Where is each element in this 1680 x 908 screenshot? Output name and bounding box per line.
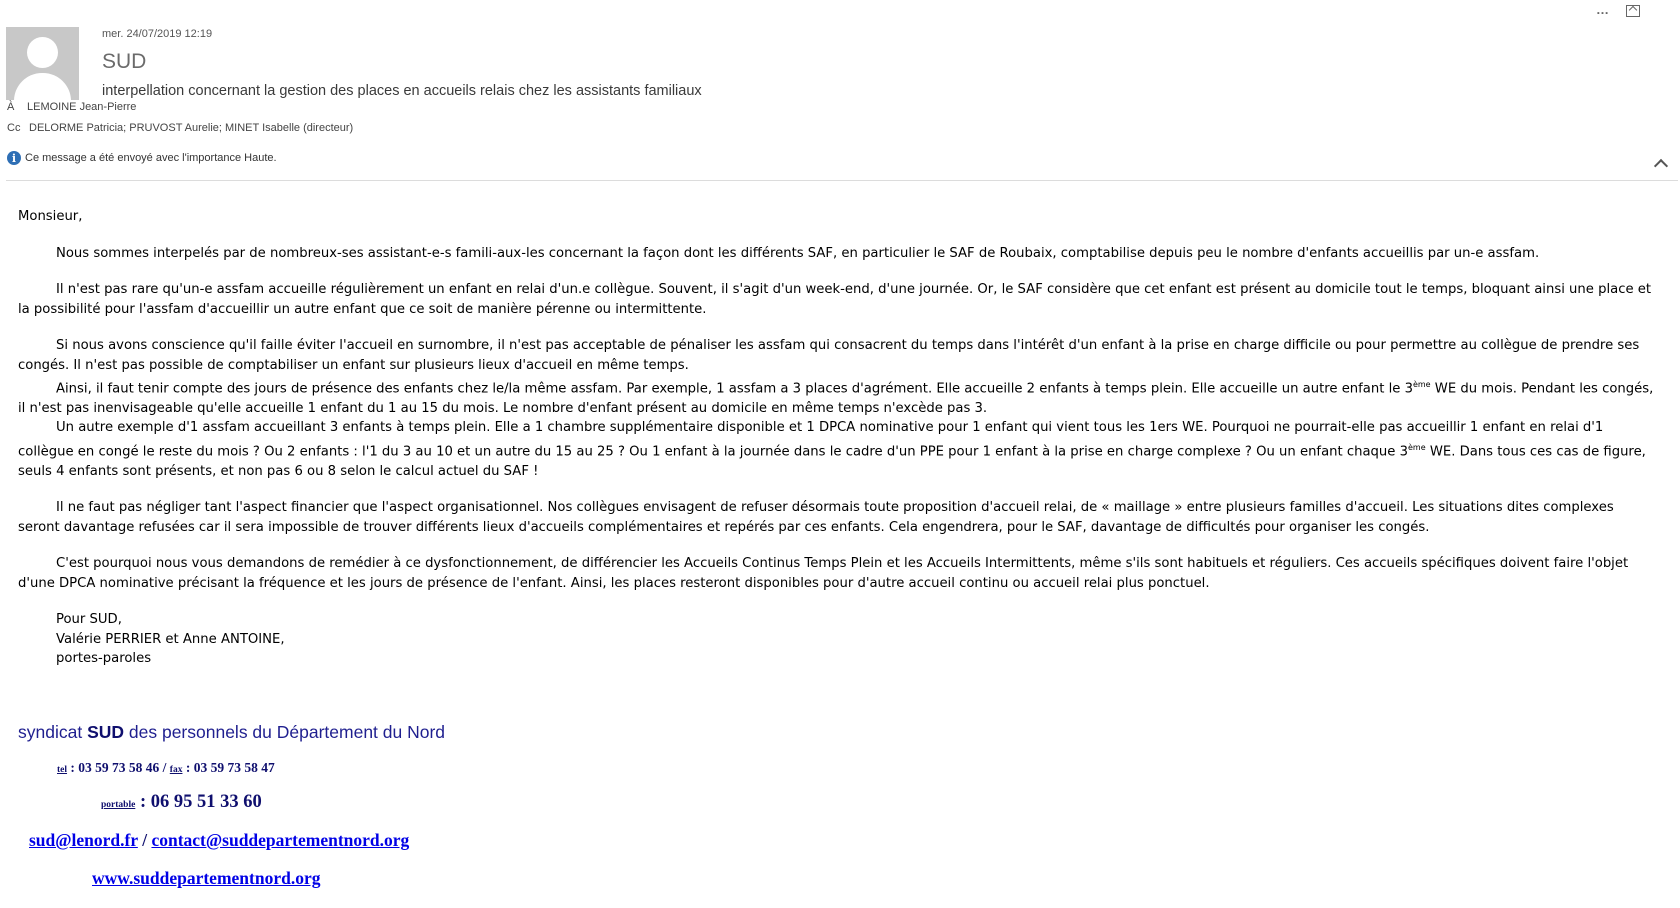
signature-phone xyxy=(57,760,275,776)
email-separator: / xyxy=(137,830,152,850)
info-icon: i xyxy=(7,151,21,165)
importance-notice xyxy=(7,151,277,165)
top-toolbar xyxy=(1596,2,1640,17)
paragraph-5-part-b: WE. Dans tous ces cas de figure, seuls 4 enfants sont présents, et non pas 6 ou 8 selon le calcul actuel du SAF ! xyxy=(18,444,1646,479)
cc-recipients[interactable]: DELORME Patricia; PRUVOST Aurelie; MINET Isabelle (directeur) xyxy=(29,122,354,134)
signature-org-bold: SUD xyxy=(87,722,125,742)
paragraph-1: Nous sommes interpelés par de nombreux-ses assistant-e-s famili-aux-les concernant la façon dont les différents SAF, en particulier le SAF de Roubaix, comptabilise depuis peu le nombre d'enfants accueillis par un-e assfam. xyxy=(56,245,1540,261)
paragraph-4-part-b: WE du mois. Pendant les congés, il n'est pas inenvisageable qu'elle accueille 1 enfant du 1 au 15 du mois. Le nombre d'enfant présent au domicile en même temps n'excède pas 3. xyxy=(18,381,1654,416)
paragraph-2: Il n'est pas rare qu'un-e assfam accueille régulièrement un enfant en relai d'un.e collègue. Souvent, il s'agit d'un week-end, d'une journée. Or, le SAF considère que cet enfant est présent au domicile tout le temps, bloquant ainsi une place et la possibilité pour l'assfam d'accueillir un autre enfant que ce soit de manière pérenne ou intermittente. xyxy=(18,282,1652,317)
paragraph-3: Si nous avons conscience qu'il faille éviter l'accueil en surnombre, il n'est pas acceptable de pénaliser les assfam qui consacrent du temps dans l'intérêt d'un enfant à la prise en charge difficile ou pour permettre au collègue de prendre ses congés. Il n'est pas possible de comptabiliser un enfant sur plusieurs lieux d'accueil en même temps. xyxy=(18,338,1640,373)
cc-label: Cc xyxy=(7,122,21,134)
website-link[interactable]: www.suddepartementnord.org xyxy=(92,868,321,888)
paragraph-4-part-a: Ainsi, il faut tenir compte des jours de présence des enfants chez le/la même assfam. Par exemple, 1 assfam a 3 places d'agrément. Elle accueille 2 enfants à temps plein. Elle accueille un autre enfant le 3 xyxy=(56,381,1413,397)
paragraph-5 xyxy=(18,418,1654,481)
to-recipient[interactable]: LEMOINE Jean-Pierre xyxy=(27,101,137,113)
to-label: À xyxy=(7,101,15,113)
greeting: Monsieur, xyxy=(18,209,83,224)
paragraph-4-sup: ème xyxy=(1412,380,1431,389)
avatar-head xyxy=(27,37,58,68)
sent-date: mer. 24/07/2019 12:19 xyxy=(102,28,213,40)
paragraph-5-sup: ème xyxy=(1408,442,1426,452)
tel-number: : 03 59 73 58 46 / xyxy=(67,760,170,775)
cc-row xyxy=(7,122,353,134)
email-body xyxy=(18,207,1654,669)
sign-line-1: Pour SUD, xyxy=(56,612,122,628)
signature-website xyxy=(92,868,320,889)
paragraph-6: Il ne faut pas négliger tant l'aspect financier que l'aspect organisationnel. Nos collègues envisagent de refuser désormais toute proposition d'accueil relai, de « maillage » entre plusieurs familles d'accueil. Les situations dites complexes seront davantage refusées car il sera impossible de trouver différents lieux d'accueils complémentaires et repérés par ces enfants. Cela engendrera, pour le SAF, davantage de difficultés pour organiser les congés. xyxy=(18,500,1614,535)
importance-text: Ce message a été envoyé avec l'importance Haute. xyxy=(25,152,277,164)
portable-label: portable xyxy=(101,800,136,810)
paragraph-5-part-a: Un autre exemple d'1 assfam accueillant 3 enfants à temps plein. Elle a 1 chambre supplémentaire disponible et 1 DPCA nominative pour 1 enfant qui vient tous les 1ers WE. Pourquoi ne pourrait-elle pas accueillir 1 enfant en relai d'1 collègue en congé le reste du mois ? Ou 2 enfants : l'1 du 3 au 10 et un autre du 15 au 25 ? Ou 1 enfant à la journée dans le cadre d'un PPE pour 1 enfant à la prise en charge complexe ? Ou un enfant chaque 3 xyxy=(18,420,1604,460)
tel-label: tel xyxy=(57,765,68,775)
sender-avatar xyxy=(6,27,79,100)
popout-icon[interactable] xyxy=(1626,5,1640,17)
signature-org-pre: syndicat xyxy=(18,722,88,742)
paragraph-7: C'est pourquoi nous vous demandons de remédier à ce dysfonctionnement, de différencier les Accueils Continus Temps Plein et les Accueils Intermittents, même s'ils sont habituels et réguliers. Ces accueils spécifiques doivent faire l'objet d'une DPCA nominative précisant la fréquence et les jours de présence de l'enfant. Ainsi, les places resteront disponibles pour d'autre accueil continu ou accueil relai plus ponctuel. xyxy=(18,556,1629,591)
signature-org xyxy=(18,722,445,743)
sign-line-3: portes-paroles xyxy=(56,651,152,667)
collapse-header-icon[interactable] xyxy=(1654,159,1668,173)
signature-org-post: des personnels du Département du Nord xyxy=(124,722,446,742)
fax-label: fax xyxy=(169,765,183,775)
fax-number: : 03 59 73 58 47 xyxy=(182,760,275,775)
signature-emails xyxy=(29,830,409,851)
email-link-1[interactable]: sud@lenord.fr xyxy=(29,830,138,850)
to-row xyxy=(7,101,136,113)
email-link-2[interactable]: contact@suddepartementnord.org xyxy=(151,830,410,850)
email-subject: interpellation concernant la gestion des places en accueils relais chez les assistants familiaux xyxy=(102,83,702,99)
portable-number: : 06 95 51 33 60 xyxy=(135,792,262,812)
sender-name[interactable]: SUD xyxy=(102,50,147,73)
sign-line-2: Valérie PERRIER et Anne ANTOINE, xyxy=(56,631,285,647)
header-divider xyxy=(6,180,1678,181)
paragraph-4 xyxy=(18,375,1654,418)
avatar-body xyxy=(14,73,71,100)
signature-mobile xyxy=(101,792,262,813)
more-actions-icon[interactable]: … xyxy=(1596,2,1610,17)
